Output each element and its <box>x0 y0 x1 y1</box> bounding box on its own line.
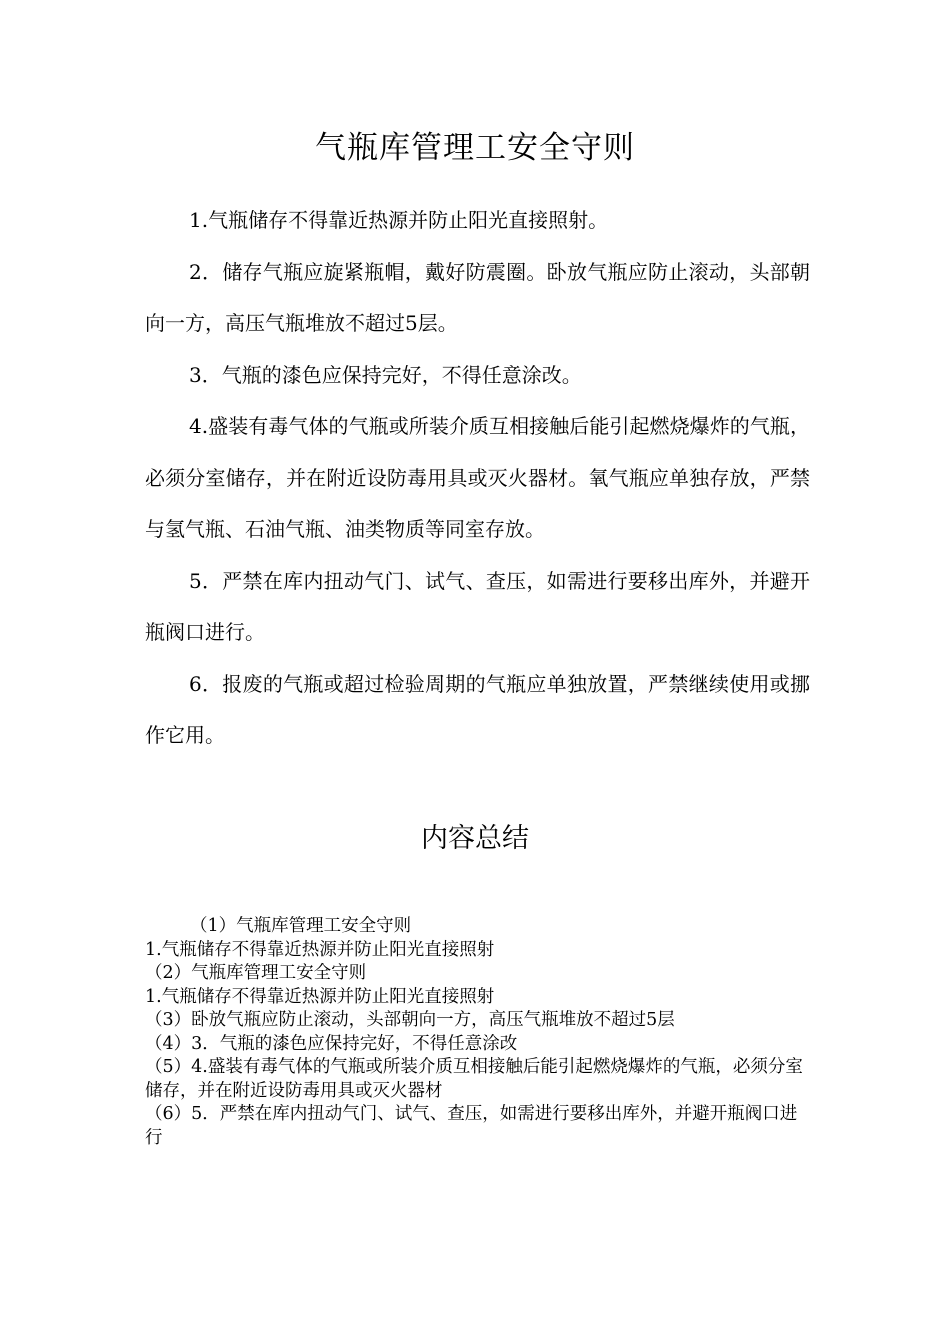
summary-list <box>145 915 805 1150</box>
rule-paragraph: 2．储存气瓶应旋紧瓶帽，戴好防震圈。卧放气瓶应防止滚动，头部朝向一方，高压气瓶堆放不超过5层。 <box>145 259 810 335</box>
rule-paragraph: 6．报废的气瓶或超过检验周期的气瓶应单独放置，严禁继续使用或挪作它用。 <box>145 671 810 747</box>
rule-paragraph: 5．严禁在库内扭动气门、试气、查压，如需进行要移出库外，并避开瓶阀口进行。 <box>145 568 810 644</box>
summary-line: （3）卧放气瓶应防止滚动，头部朝向一方，高压气瓶堆放不超过5层 <box>145 1010 675 1030</box>
summary-title: 内容总结 <box>421 823 529 854</box>
summary-line: （1）气瓶库管理工安全守则 <box>190 916 412 936</box>
summary-line: （5）4.盛装有毒气体的气瓶或所装介质互相接触后能引起燃烧爆炸的气瓶，必须分室储存，并在附近设防毒用具或灭火器材 <box>145 1057 803 1101</box>
document-title: 气瓶库管理工安全守则 <box>315 130 635 166</box>
rule-paragraph: 3．气瓶的漆色应保持完好，不得任意涂改。 <box>189 362 582 387</box>
summary-line: 1.气瓶储存不得靠近热源并防止阳光直接照射 <box>145 939 495 960</box>
summary-line: 1.气瓶储存不得靠近热源并防止阳光直接照射 <box>145 986 495 1007</box>
summary-line: （4）3．气瓶的漆色应保持完好，不得任意涂改 <box>145 1033 518 1054</box>
summary-line: （2）气瓶库管理工安全守则 <box>145 963 367 983</box>
rules-list <box>145 195 810 762</box>
rule-paragraph: 1.气瓶储存不得靠近热源并防止阳光直接照射。 <box>189 208 609 232</box>
rule-paragraph: 4.盛装有毒气体的气瓶或所装介质互相接触后能引起燃烧爆炸的气瓶，必须分室储存，并在附近设防毒用具或灭火器材。氧气瓶应单独存放，严禁与氢气瓶、石油气瓶、油类物质等同室存放。 <box>145 414 810 541</box>
summary-line: （6）5．严禁在库内扭动气门、试气、查压，如需进行要移出库外，并避开瓶阀口进行 <box>145 1104 798 1148</box>
